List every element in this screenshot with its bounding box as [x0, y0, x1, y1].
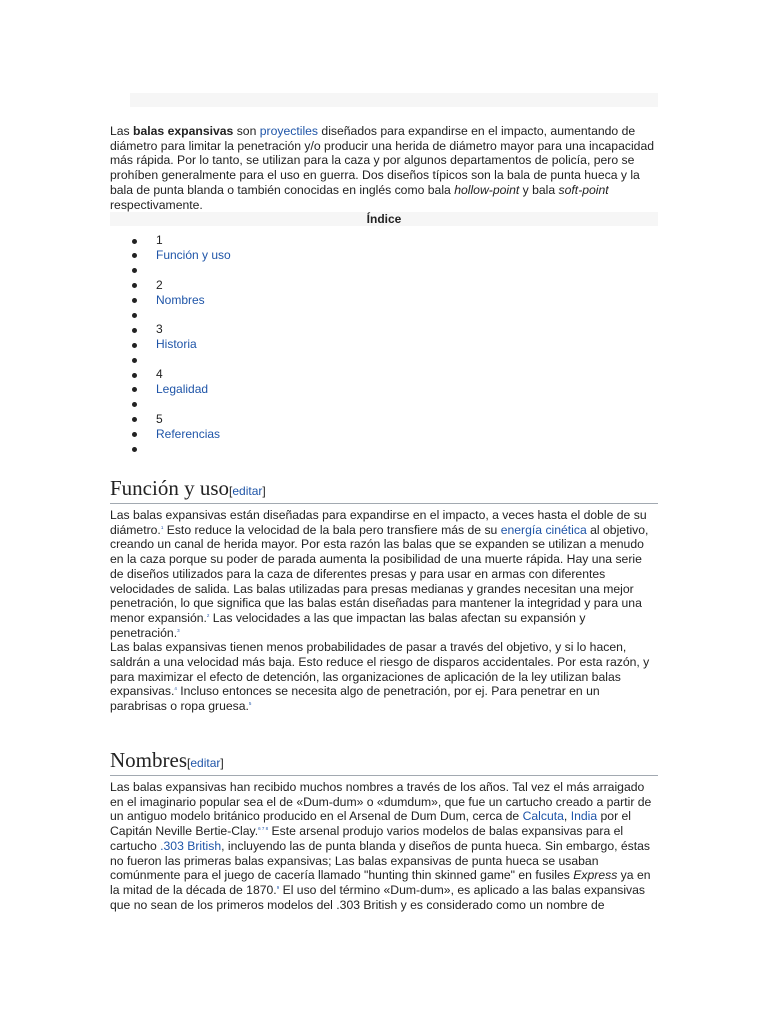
edit-bracket: [ [229, 484, 233, 498]
paragraph-text: El uso del término «Dum-dum», es aplicado a las balas expansivas que no sean de los primeros modelos del .303 British y es considerado como un nombre de [110, 882, 646, 912]
edit-bracket: ] [262, 484, 266, 498]
paragraph [110, 780, 658, 912]
reference-link[interactable]: 9 [276, 884, 280, 890]
toc-link[interactable]: Nombres [156, 292, 205, 307]
section-heading-funcion-y-uso [110, 476, 658, 504]
edit-link[interactable]: editar [190, 756, 221, 770]
paragraph-text: al objetivo, creando un canal de herida mayor. Por esta razón las balas que se expanden se utilizan a menudo en la caza porque su poder de parada aumenta la posibilidad de una muerte rápida. Hay una serie de diseños utilizados para la caza de diferentes presas y para usar en armas con diferentes velocidades de salida. Las balas utilizadas para presas medianas y grandes necesitan una mejor penetración, lo que significa que las balas están diseñadas para mantener la integridad y para una menor expansión. [110, 522, 649, 625]
toc-title: Índice [110, 212, 658, 226]
italic-express: Express [573, 868, 618, 883]
toc-item-empty [110, 263, 510, 278]
intro-text: y bala [519, 182, 559, 197]
top-bar [130, 93, 658, 107]
intro-paragraph [110, 124, 658, 212]
intro-text: son [233, 124, 260, 138]
edit-section [229, 484, 266, 498]
paragraph-text: Las balas expansivas están diseñadas para expandirse en el impacto, a veces hasta el doble de su diámetro. [110, 508, 647, 537]
intro-italic-soft-point: soft-point [558, 182, 609, 197]
toc-item-referencias[interactable] [110, 427, 510, 442]
paragraph-text: Las balas expansivas han recibido muchos nombres a través de los años. Tal vez el más arraigado en el imaginario popular sea el de «Dum-dum» o «dumdum», que fue un cartucho creado a partir de un antiguo modelo británico producido en el Arsenal de Dum Dum, cerca de [110, 780, 652, 824]
intro-text: diseñados para expandirse en el impacto, aumentando de diámetro para limitar la penetración y/o producir una herida de diámetro mayor para una incapacidad más rápida. Por lo tanto, se utilizan para la caza y por algunos departamentos de policía, pero se prohíben generalmente para el uso en guerra. Dos diseños típicos son la bala de punta hueca y la bala de punta blanda o también conocidas en inglés como bala [110, 124, 655, 197]
paragraph-text: ya en la mitad de la década de 1870. [110, 868, 651, 897]
reference-link[interactable]: 5 [248, 701, 252, 707]
table-of-contents [110, 233, 510, 456]
paragraph-text: Incluso entonces se necesita algo de penetración, por ej. Para penetrar en un parabrisas o ropa gruesa. [110, 684, 600, 714]
paragraph [110, 640, 658, 714]
toc-link[interactable]: Referencias [156, 426, 221, 441]
reference-link[interactable]: 6 7 8 [258, 826, 269, 832]
toc-link[interactable]: Historia [156, 337, 197, 352]
toc-item-number: 4 [110, 367, 510, 382]
paragraph-text: , incluyendo las de punta blanda y diseños de punta hueca. Sin embargo, éstas no fueron las primeras balas expansivas; Las balas expansivas de punta hueca se usaban comúnmente para el juego de cacería llamado "hunting thin skinned game" en fusiles [110, 838, 650, 883]
link-india[interactable]: India [570, 809, 598, 824]
link-energia-cinetica[interactable]: energía cinética [500, 522, 587, 537]
toc-item-nombres[interactable] [110, 293, 510, 308]
toc-item-historia[interactable] [110, 337, 510, 352]
section-title: Nombres [110, 748, 187, 772]
toc-item-funcion-y-uso[interactable] [110, 248, 510, 263]
toc-item-empty [110, 352, 510, 367]
reference-link[interactable]: 4 [174, 686, 177, 692]
toc-item-number: 5 [110, 412, 510, 427]
toc-link[interactable]: Función y uso [156, 247, 231, 262]
edit-bracket: [ [187, 756, 191, 770]
section-body-funcion-y-uso [110, 508, 658, 714]
paragraph-text: , [563, 809, 571, 824]
paragraph-text: Las velocidades a las que impactan las balas afectan su expansión y penetración. [110, 610, 586, 640]
toc-item-empty [110, 441, 510, 456]
toc-link[interactable]: Legalidad [156, 381, 209, 396]
section-heading-nombres [110, 748, 658, 776]
link-calcuta[interactable]: Calcuta [522, 809, 564, 824]
paragraph-text: Las balas expansivas tienen menos probabilidades de pasar a través del objetivo, y si lo hacen, saldrán a una velocidad más baja. Esto reduce el riesgo de disparos accidentales. Por esta razón, y para maximizar el efecto de detención, las organizaciones de aplicación de la ley utilizan balas expansivas. [110, 640, 650, 699]
section-body-nombres [110, 780, 658, 912]
paragraph [110, 508, 658, 640]
section-title: Función y uso [110, 476, 230, 500]
edit-section [187, 756, 224, 770]
edit-link[interactable]: editar [232, 484, 263, 498]
link-303-british[interactable]: .303 British [160, 838, 222, 853]
toc-item-number: 2 [110, 278, 510, 293]
paragraph-text: Este arsenal produjo varios modelos de balas expansivas para el cartucho [110, 824, 624, 853]
link-proyectiles[interactable]: proyectiles [259, 124, 319, 138]
reference-link[interactable]: 2 [206, 612, 210, 618]
edit-bracket: ] [220, 756, 224, 770]
reference-link[interactable]: 3 [177, 627, 180, 633]
intro-italic-hollow-point: hollow-point [454, 182, 520, 197]
paragraph-text: por el Capitán Neville Bertie-Clay. [110, 809, 632, 839]
toc-item-empty [110, 397, 510, 412]
toc-item-legalidad[interactable] [110, 382, 510, 397]
toc-item-number: 1 [110, 233, 510, 248]
toc-item-empty [110, 307, 510, 322]
paragraph-text: Esto reduce la velocidad de la bala pero transfiere más de su [163, 522, 501, 537]
intro-bold-term: balas expansivas [133, 124, 234, 138]
intro-text: respectivamente. [110, 197, 203, 212]
intro-text: Las [110, 124, 134, 138]
toc-item-number: 3 [110, 322, 510, 337]
reference-link[interactable]: 1 [160, 524, 164, 530]
